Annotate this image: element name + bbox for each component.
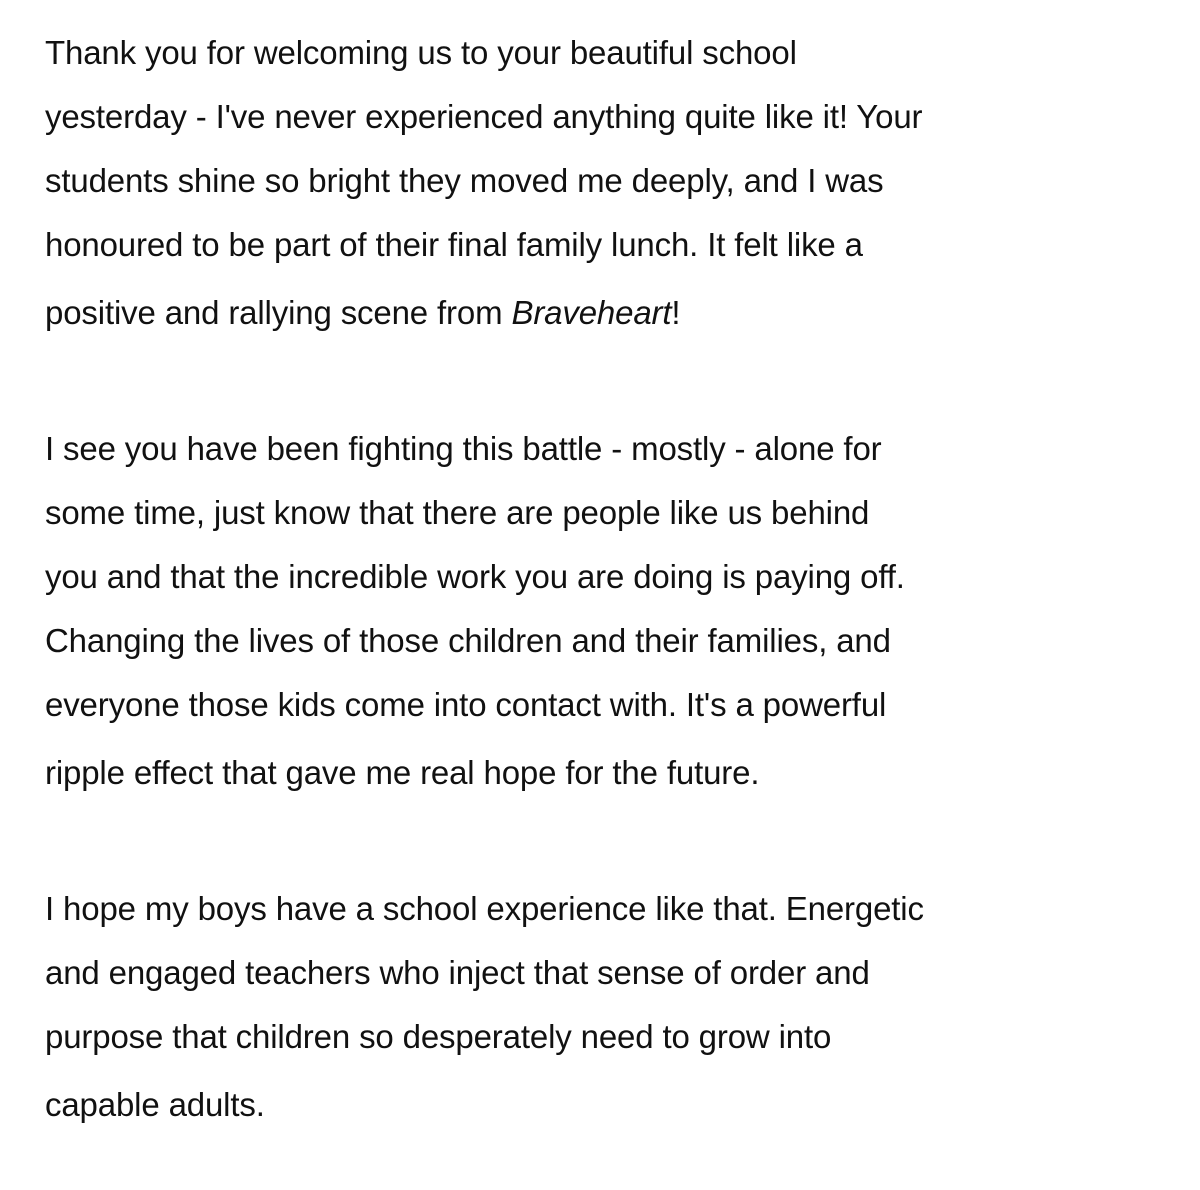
movie-title: Braveheart xyxy=(511,294,672,331)
paragraph-2-line-2: some time, just know that there are people like us behind xyxy=(45,494,870,531)
paragraph-2-line-4: Changing the lives of those children and their families, and xyxy=(45,622,891,659)
paragraph-3-line-4: capable adults. xyxy=(45,1086,265,1123)
paragraph-3-line-2: and engaged teachers who inject that sense of order and xyxy=(45,954,870,991)
paragraph-3-line-1: I hope my boys have a school experience like that. Energetic xyxy=(45,890,924,927)
paragraph-1-line-1: Thank you for welcoming us to your beautiful school xyxy=(45,34,797,71)
paragraph-2-line-1: I see you have been fighting this battle - mostly - alone for xyxy=(45,430,882,467)
line-5-before: positive and rallying scene from xyxy=(45,294,512,331)
paragraph-1-line-5 xyxy=(45,296,680,329)
paragraph-2-line-3: you and that the incredible work you are doing is paying off. xyxy=(45,558,905,595)
line-5-after: ! xyxy=(671,294,681,331)
paragraph-2-line-6: ripple effect that gave me real hope for the future. xyxy=(45,754,760,791)
paragraph-1-line-2: yesterday - I've never experienced anything quite like it! Your xyxy=(45,98,923,135)
paragraph-3-line-3: purpose that children so desperately need to grow into xyxy=(45,1018,832,1055)
paragraph-1-line-4: honoured to be part of their final family lunch. It felt like a xyxy=(45,226,863,263)
paragraph-1-line-3: students shine so bright they moved me deeply, and I was xyxy=(45,162,884,199)
paragraph-2-line-5: everyone those kids come into contact with. It's a powerful xyxy=(45,686,887,723)
